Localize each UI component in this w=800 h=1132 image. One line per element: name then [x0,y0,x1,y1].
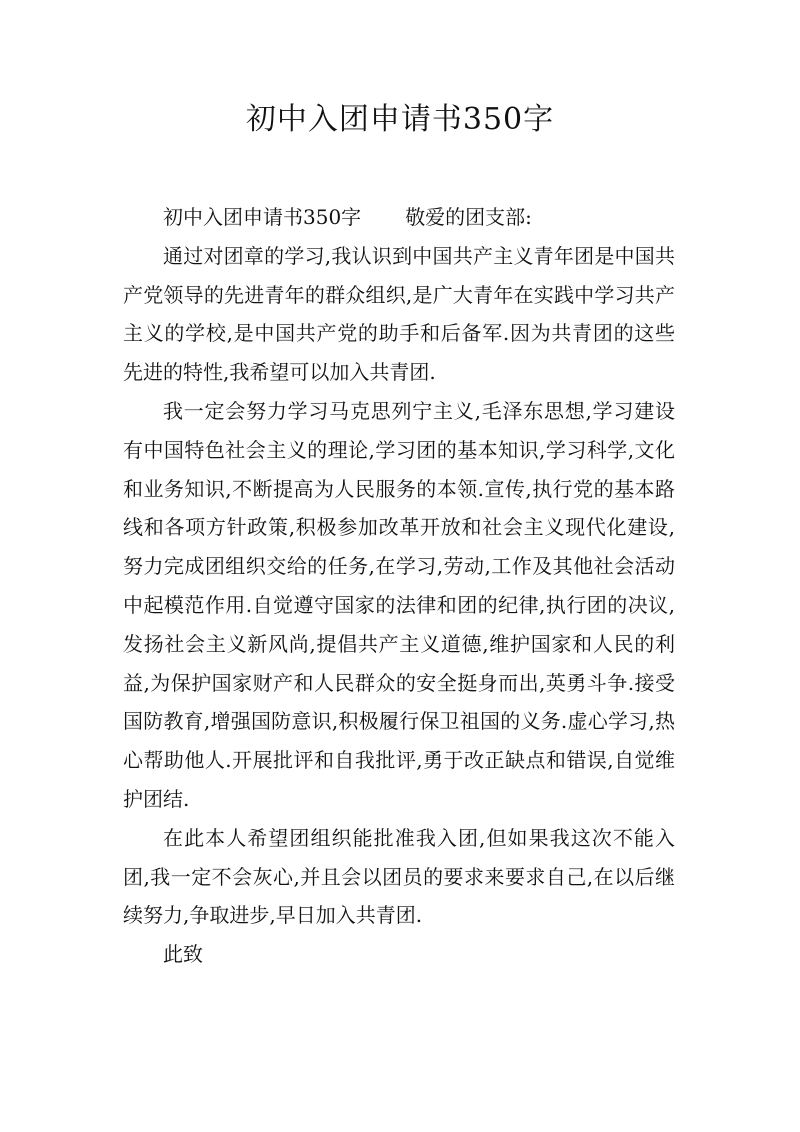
document-title: 初中入团申请书350字 [245,102,555,137]
salutation: 敬爱的团支部: [405,205,532,229]
paragraph-commitment: 我一定会努力学习马克思列宁主义,毛泽东思想,学习建设有中国特色社会主义的理论,学习团的基本知识,学习科学,文化和业务知识,不断提高为人民服务的本领.宣传,执行党的基本路线和各项方针政策,积极参加改革开放和社会主义现代化建设,努力完成团组织交给的任务,在学习,劳动,工作及其他社会活动中起模范作用.自觉遵守国家的法律和团的纪律,执行团的决议,发扬社会主义新风尚,提倡共产主义道德,维护国家和人民的利益,为保护国家财产和人民群众的安全挺身而出,英勇斗争.接受国防教育,增强国防意识,积极履行保卫祖国的义务.虚心学习,热心帮助他人.开展批评和自我批评,勇于改正缺点和错误,自觉维护团结. [123,398,675,811]
paragraph-hope: 在此本人希望团组织能批准我入团,但如果我这次不能入团,我一定不会灰心,并且会以团员的要求来要求自己,在以后继续努力,争取进步,早日加入共青团. [123,825,675,928]
paragraph-study: 通过对团章的学习,我认识到中国共产主义青年团是中国共产党领导的先进青年的群众组织,是广大青年在实践中学习共产主义的学校,是中国共产党的助手和后备军.因为共青团的这些先进的特性,我希望可以加入共青团. [123,243,675,385]
closing-salute: 此致 [163,942,203,967]
intro-subject: 初中入团申请书350字 [163,205,362,229]
document-body [123,198,675,974]
intro-line [123,198,675,237]
